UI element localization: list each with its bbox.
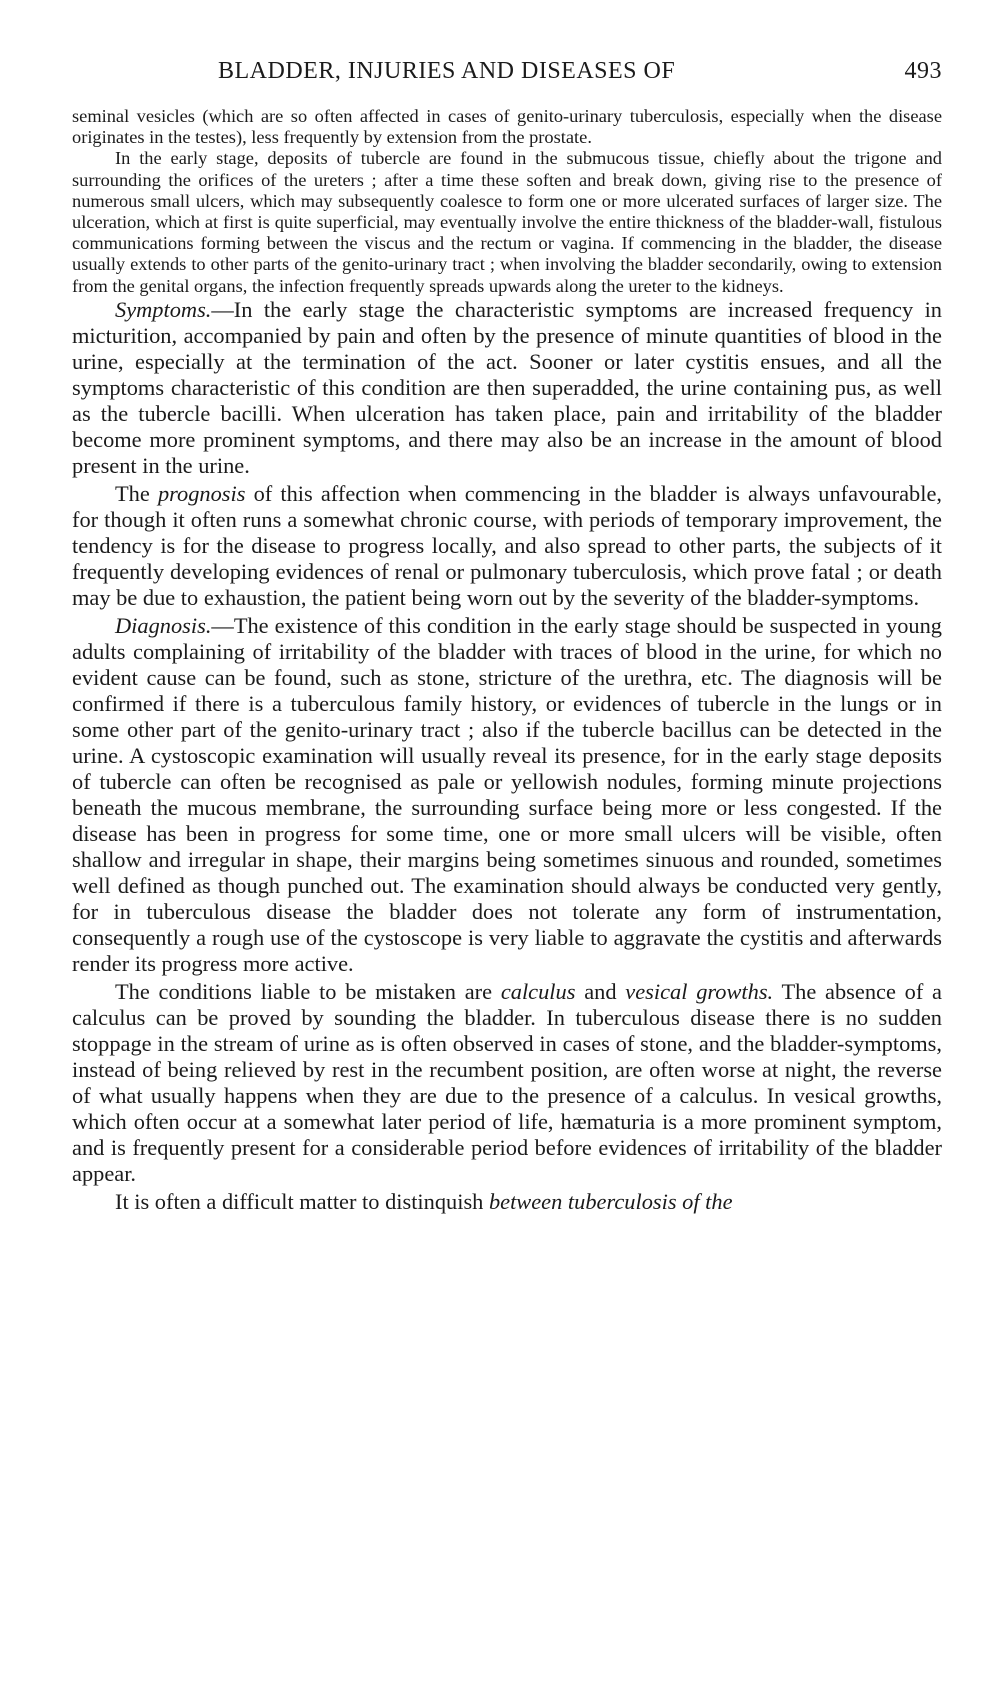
symptoms-heading: Symptoms. xyxy=(115,296,212,322)
paragraph-last xyxy=(72,1189,942,1215)
conditions-and: and xyxy=(575,978,626,1004)
main-text-section xyxy=(72,297,942,1215)
prognosis-lead: The xyxy=(115,480,158,506)
conditions-text: The absence of a calculus can be proved by sounding the bladder. In tuberculous disease there is no sudden stoppage in the stream of urine as is often observed in cases of stone, and the bladder-symptoms, instead of being relieved by rest in the recumbent position, are often worse at night, the reverse of what usually happens when they are due to the presence of a calculus. In vesical growths, which often occur at a somewhat later period of life, hæmaturia is a more prominent symptom, and is frequently present for a considerable period before evidences of irritability of the bladder appear. xyxy=(72,978,942,1186)
paragraph-continuation: seminal vesicles (which are so often affected in cases of genito-urinary tuberculosis, especially when the disease originates in the testes), less frequently by extension from the prostate. xyxy=(72,106,942,148)
paragraph-pathology: In the early stage, deposits of tubercle are found in the submucous tissue, chiefly about the trigone and surrounding the orifices of the ureters ; after a time these soften and break down, giving rise to the presence of numerous small ulcers, which may subsequently coalesce to form one or more ulcerated surfaces of larger size. The ulceration, which at first is quite superficial, may eventually involve the entire thickness of the bladder-wall, fistulous communications forming between the viscus and the rectum or vagina. If commencing in the bladder, the disease usually extends to other parts of the genito-urinary tract ; when involving the bladder secondarily, owing to extension from the genital organs, the infection frequently spreads upwards along the ureter to the kidneys. xyxy=(72,148,942,296)
diagnosis-text: —The existence of this condition in the early stage should be suspected in young adults complaining of irritability of the bladder with traces of blood in the urine, for which no evident cause can be found, such as stone, stricture of the urethra, etc. The diagnosis will be confirmed if there is a tuberculous family history, or evidences of tubercle in the lungs or in some other part of the genito-urinary tract ; also if the tubercle bacillus can be detected in the urine. A cystoscopic examination will usually reveal its presence, for in the early stage deposits of tubercle can often be recognised as pale or yellowish nodules, forming minute projections beneath the mucous membrane, the surrounding surface being more or less congested. If the disease has been in progress for some time, one or more small ulcers will be visible, often shallow and irregular in shape, their margins being sometimes sinuous and rounded, sometimes well defined as though punched out. The examination should always be conducted very gently, for in tuberculous disease the bladder does not tolerate any form of instrumentation, consequently a rough use of the cystoscope is very liable to aggravate the cystitis and afterwards render its progress more active. xyxy=(72,612,942,976)
small-print-section xyxy=(72,106,942,297)
paragraph-prognosis xyxy=(72,481,942,611)
document-page xyxy=(72,58,942,1215)
prognosis-term: prognosis xyxy=(157,480,246,506)
conditions-term-growths: vesical growths. xyxy=(625,978,774,1004)
page-number: 493 xyxy=(904,58,942,84)
diagnosis-heading: Diagnosis. xyxy=(115,612,212,638)
symptoms-text: —In the early stage the characteristic symptoms are increased frequency in micturition, accompanied by pain and often by the presence of minute quantities of blood in the urine, especially at the termination of the act. Sooner or later cystitis ensues, and all the symptoms characteristic of this condition are then superadded, the urine containing pus, as well as the tubercle bacilli. When ulceration has taken place, pain and irritability of the bladder become more prominent symptoms, and there may also be an increase in the amount of blood present in the urine. xyxy=(72,296,942,478)
conditions-lead: The conditions liable to be mistaken are xyxy=(115,978,501,1004)
last-term: between tuberculosis of the xyxy=(488,1188,733,1214)
last-lead: It is often a difficult matter to distinquish xyxy=(115,1188,489,1214)
conditions-term-calculus: calculus xyxy=(500,978,576,1004)
header-title: BLADDER, INJURIES AND DISEASES OF xyxy=(218,58,676,84)
running-header xyxy=(72,58,942,98)
paragraph-conditions xyxy=(72,979,942,1187)
paragraph-symptoms xyxy=(72,297,942,479)
paragraph-diagnosis xyxy=(72,613,942,977)
prognosis-text: of this affection when commencing in the bladder is always unfavourable, for though it often runs a somewhat chronic course, with periods of temporary improvement, the tendency is for the disease to progress locally, and also spread to other parts, the subjects of it frequently developing evidences of renal or pulmonary tuberculosis, which prove fatal ; or death may be due to exhaustion, the patient being worn out by the severity of the bladder-symptoms. xyxy=(72,480,942,610)
